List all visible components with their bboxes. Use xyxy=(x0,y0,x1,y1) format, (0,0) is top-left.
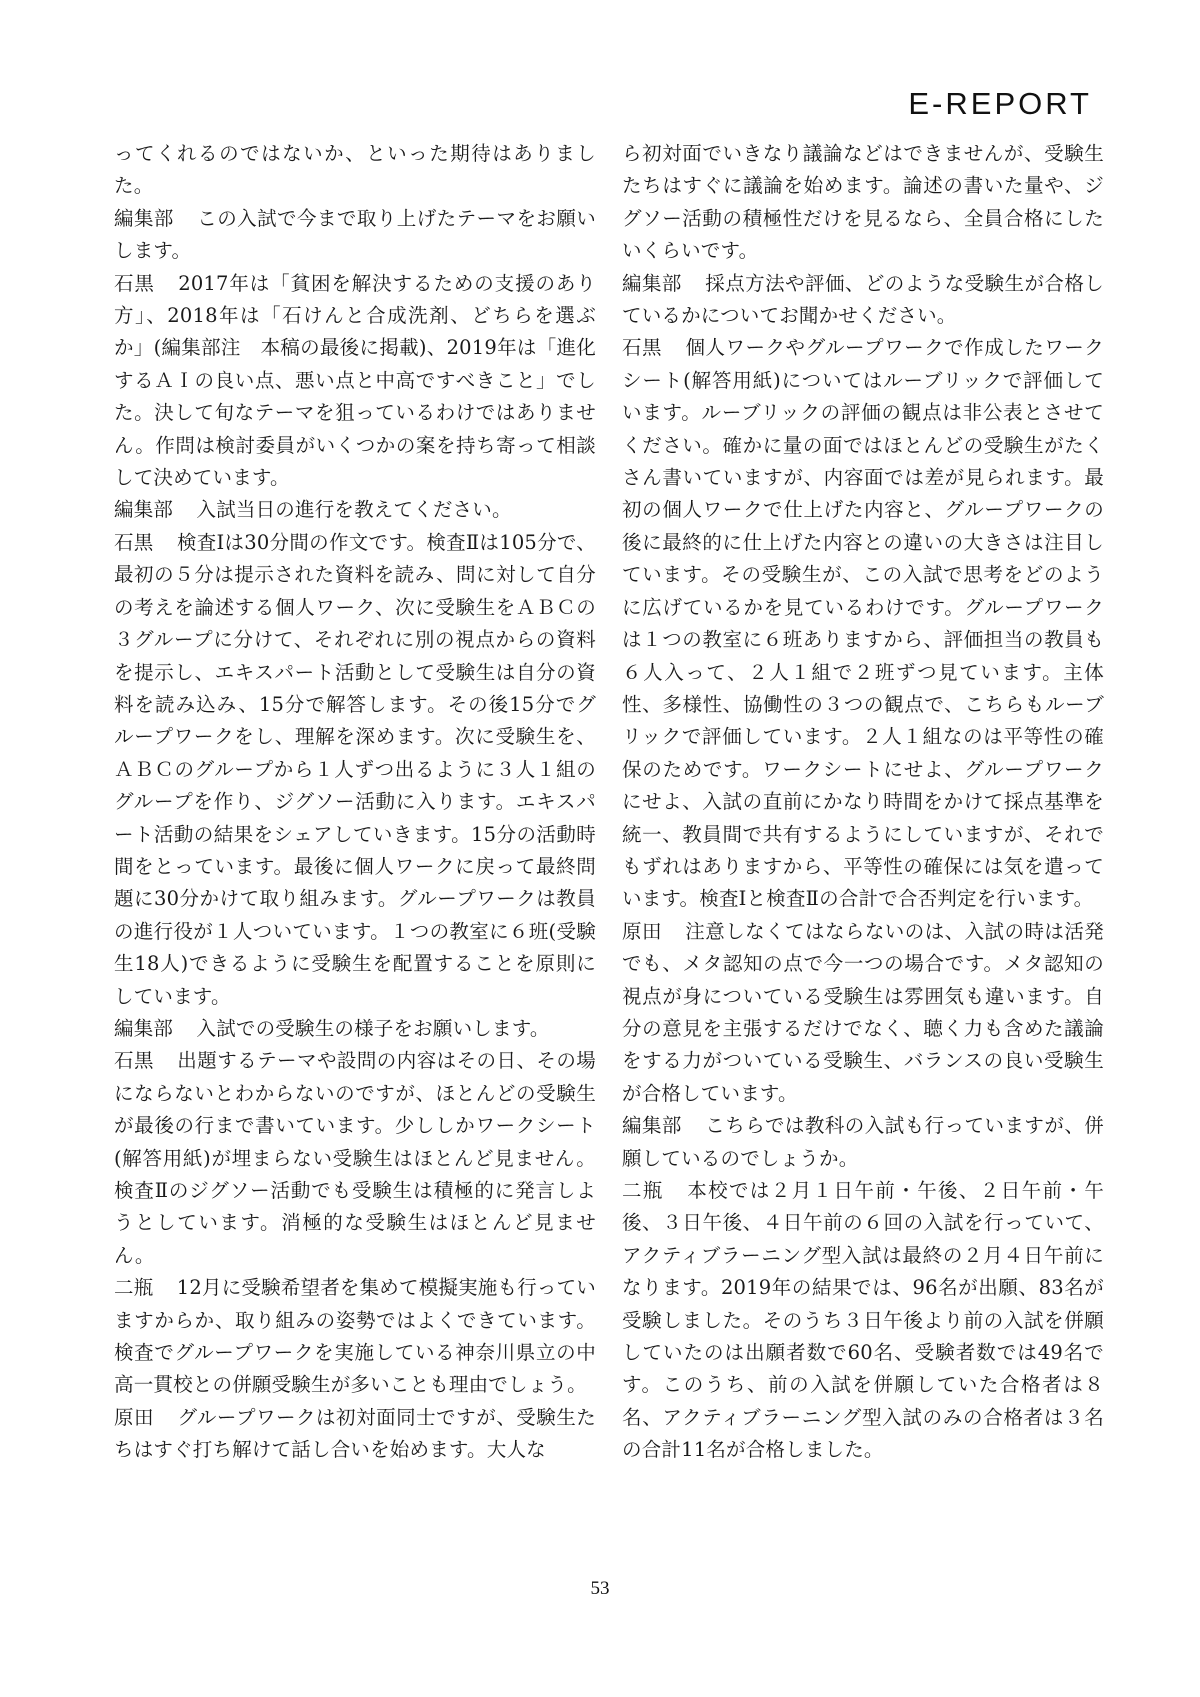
paragraph-text: 注意しなくてはならないのは、入試の時は活発でも、メタ認知の点で今一つの場合です。メタ認知の視点が身についている受験生は雰囲気も違います。自分の意見を主張するだけでなく、聴く力も含めた議論をする力がついている受験生、バランスの良い受験生が合格しています。 xyxy=(622,919,1104,1105)
paragraph-text: 採点方法や評価、どのような受験生が合格しているかについてお聞かせください。 xyxy=(622,271,1104,328)
paragraph-text: 本校では２月１日午前・午後、２日午前・午後、３日午後、４日午前の６回の入試を行っていて、アクティブラーニング型入試は最終の２月４日午前になります。2019年の結果では、96名が出願、83名が受験しました。そのうち３日午後より前の入試を併願していたのは出願者数で60名、受験者数では49名です。このうち、前の入試を併願していた合格者は８名、アクティブラーニング型入試のみの合格者は３名の合計11名が合格しました。 xyxy=(622,1179,1104,1462)
paragraph xyxy=(114,494,596,526)
paragraph-text: この入試で今まで取り上げたテーマをお願いします。 xyxy=(114,206,596,263)
paragraph xyxy=(622,268,1104,333)
paragraph xyxy=(114,1272,596,1402)
paragraph-text: ら初対面でいきなり議論などはできませんが、受験生たちはすぐに議論を始めます。論述の書いた量や、ジグソー活動の積極性だけを見るなら、全員合格にしたいくらいです。 xyxy=(622,142,1104,263)
speaker-label: 石黒 xyxy=(622,336,663,360)
speaker-label: 原田 xyxy=(114,1405,155,1429)
paragraph-text: 入試での受験生の様子をお願いします。 xyxy=(196,1016,550,1040)
paragraph-text: ってくれるのではないか、といった期待はありました。 xyxy=(114,142,596,198)
speaker-label: 原田 xyxy=(622,919,662,943)
paragraph-text: こちらでは教科の入試も行っていますが、併願しているのでしょうか。 xyxy=(622,1114,1104,1170)
speaker-label: 石黒 xyxy=(114,271,155,295)
paragraph xyxy=(114,203,596,268)
paragraph xyxy=(622,916,1104,1110)
speaker-label: 編集部 xyxy=(622,271,682,295)
speaker-label: 石黒 xyxy=(114,530,154,554)
paragraph xyxy=(622,138,1104,268)
speaker-label: 二瓶 xyxy=(114,1276,154,1300)
paragraph-text: 個人ワークやグループワークで作成したワークシート(解答用紙)についてはルーブリックで評価しています。ルーブリックの評価の観点は非公表とさせてください。確かに量の面ではほとんどの受験生がたくさん書いていますが、内容面では差が見られます。最初の個人ワークで仕上げた内容と、グループワークの後に最終的に仕上げた内容との違いの大きさは注目しています。その受験生が、この入試で思考をどのように広げているかを見ているわけです。グループワークは１つの教室に６班ありますから、評価担当の教員も６人入って、２人１組で２班ずつ見ています。主体性、多様性、協働性の３つの観点で、こちらもルーブリックで評価しています。２人１組なのは平等性の確保のためです。ワークシートにせよ、グループワークにせよ、入試の直前にかなり時間をかけて採点基準を統一、教員間で共有するようにしていますが、それでもずれはありますから、平等性の確保には気を遣っています。検査Ⅰと検査Ⅱの合計で合否判定を行います。 xyxy=(622,336,1104,911)
paragraph xyxy=(622,332,1104,915)
speaker-label: 編集部 xyxy=(114,206,174,230)
paragraph-text: 12月に受験希望者を集めて模擬実施も行っていますからか、取り組みの姿勢ではよくできています。検査でグループワークを実施している神奈川県立の中高一貫校との併願受験生が多いことも理由でしょう。 xyxy=(114,1276,597,1397)
speaker-label: 石黒 xyxy=(114,1049,154,1073)
paragraph xyxy=(622,1175,1104,1467)
speaker-label: 編集部 xyxy=(114,1016,174,1040)
left-column xyxy=(114,138,596,1467)
paragraph xyxy=(114,268,596,495)
paragraph xyxy=(114,1045,596,1272)
paragraph xyxy=(114,138,596,203)
paragraph-text: 入試当日の進行を教えてください。 xyxy=(196,498,512,522)
paragraph-text: 2017年は「貧困を解決するための支援のあり方」、2018年は「石けんと合成洗剤、どちらを選ぶか」(編集部注 本稿の最後に掲載)、2019年は「進化するＡＩの良い点、悪い点と中高ですべきこと」でした。決して旬なテーマを狙っているわけではありません。作問は検討委員がいくつかの案を持ち寄って相談して決めています。 xyxy=(114,271,596,490)
paragraph-text: 検査Ⅰは30分間の作文です。検査Ⅱは105分で、最初の５分は提示された資料を読み、問に対して自分の考えを論述する個人ワーク、次に受験生をＡＢＣの３グループに分けて、それぞれに別の視点からの資料を提示し、エキスパート活動として受験生は自分の資料を読み込み、15分で解答します。その後15分でグループワークをし、理解を深めます。次に受験生を、ＡＢＣのグループから１人ずつ出るように３人１組のグループを作り、ジグソー活動に入ります。エキスパート活動の結果をシェアしていきます。15分の活動時間をとっています。最後に個人ワークに戻って最終問題に30分かけて取り組みます。グループワークは教員の進行役が１人ついています。１つの教室に６班(受験生18人)できるように受験生を配置することを原則にしています。 xyxy=(114,530,596,1008)
paragraph xyxy=(114,1402,596,1467)
page-number: 53 xyxy=(590,1578,610,1599)
paragraph xyxy=(114,527,596,1013)
report-header-title: E-REPORT xyxy=(908,86,1092,121)
paragraph xyxy=(622,1110,1104,1175)
paragraph-text: グループワークは初対面同士ですが、受験生たちはすぐ打ち解けて話し合いを始めます。大人な xyxy=(114,1405,596,1462)
right-column xyxy=(622,138,1104,1467)
paragraph-text: 出題するテーマや設問の内容はその日、その場にならないとわからないのですが、ほとんどの受験生が最後の行まで書いています。少ししかワークシート(解答用紙)が埋まらない受験生はほとんど見ません。検査Ⅱのジグソー活動でも受験生は積極的に発言しようとしています。消極的な受験生はほとんど見ません。 xyxy=(114,1049,596,1267)
speaker-label: 編集部 xyxy=(622,1114,682,1138)
speaker-label: 二瓶 xyxy=(622,1179,664,1202)
speaker-label: 編集部 xyxy=(114,498,174,522)
paragraph xyxy=(114,1013,596,1045)
